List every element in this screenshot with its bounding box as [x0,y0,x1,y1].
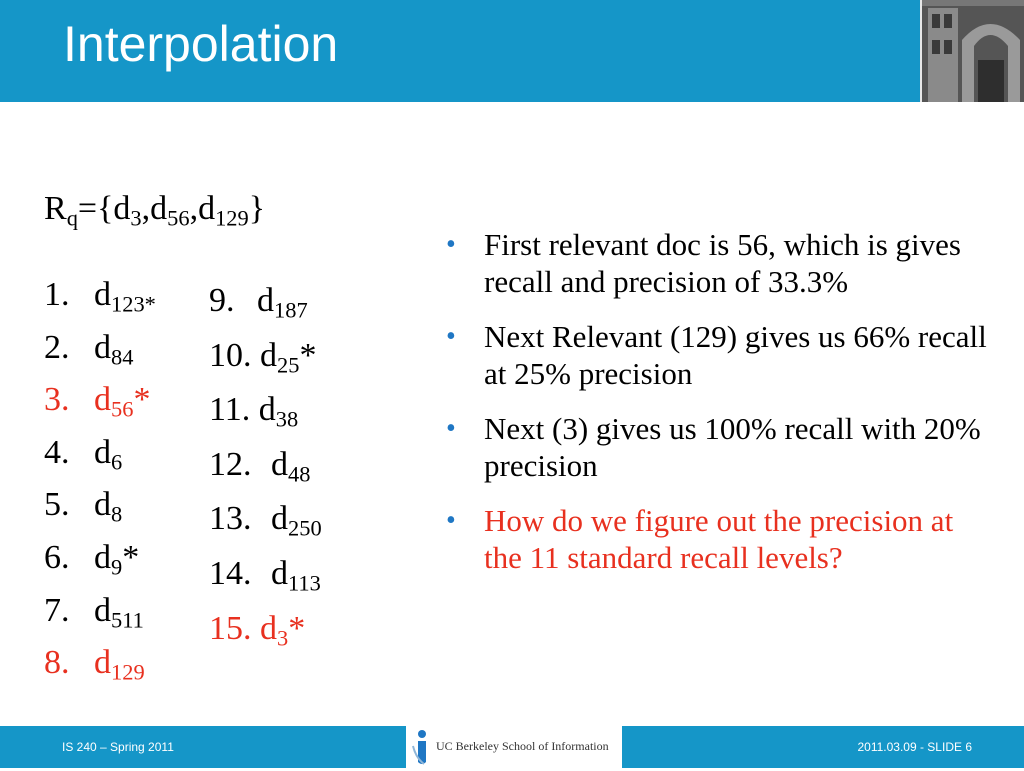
doc-base: d [94,433,111,471]
doc-id: 56 [111,396,134,422]
bullet-item [440,318,988,392]
rq-sub-3: 129 [215,205,249,231]
ranking-item [44,591,156,647]
ranking-item [209,393,322,448]
doc-id: 250 [288,515,322,541]
doc-id: 38 [275,406,299,432]
ranking-item [44,383,156,436]
doc-id: 187 [274,297,308,323]
bullet-list [440,226,988,594]
ranking-number: 9. [209,282,235,319]
slide-number: 2011.03.09 - SLIDE 6 [857,740,972,754]
doc-id: 123* [111,291,156,317]
bullet-dot-icon: • [446,321,456,352]
campus-building-photo [920,0,1024,102]
doc-base: d [94,276,111,313]
doc-id: 48 [288,461,311,487]
ranking-item [44,646,156,699]
doc-id: 25 [277,351,300,377]
doc-id: 8 [111,501,123,527]
relevance-mark: * [299,336,317,374]
ranking-number: 2. [44,328,70,366]
slide-footer [0,726,1024,768]
ranking-number: 4. [44,433,70,471]
doc-id: 511 [111,606,144,632]
bullet-text: Next Relevant (129) gives us 66% recall at 25% precision [484,319,987,391]
rq-close: } [248,190,266,227]
ranking-number: 7. [44,591,70,629]
bullet-item [440,226,988,300]
ranking-number: 6. [44,538,70,576]
ranking-number: 14. [209,554,252,592]
ranking-number: 15. [209,609,252,647]
doc-base: d [271,445,288,483]
rq-sub-2: 56 [167,205,190,231]
doc-id: 9 [111,554,123,580]
slide-header [0,0,1024,102]
course-label: IS 240 – Spring 2011 [62,740,174,754]
bullet-dot-icon: • [446,229,456,260]
doc-base: d [257,282,274,319]
ranking-item [44,433,156,489]
doc-id: 6 [111,449,123,475]
relevance-mark: * [288,609,306,647]
rq-lhs: R [44,190,67,227]
ranking-number: 1. [44,276,70,313]
ranking-item [209,609,322,667]
ranking-number: 12. [209,445,252,483]
bullet-item [440,410,988,484]
bullet-text: How do we figure out the precision at the 11 standard recall levels? [484,503,954,575]
rq-lhs-sub: q [66,205,78,231]
ranking-list-left [44,278,156,699]
ranking-item [44,278,156,331]
rq-comma-1: ,d [141,190,168,227]
rq-comma-2: ,d [189,190,216,227]
bullet-item [440,502,988,576]
ranking-item [44,488,156,541]
bullet-text: First relevant doc is 56, which is gives recall and precision of 33.3% [484,227,961,299]
slide-title: Interpolation [63,16,339,72]
bullet-dot-icon: • [446,413,456,444]
doc-base: d [260,336,277,374]
ranking-number: 5. [44,486,70,524]
berkeley-i-logo-icon [410,728,434,771]
ranking-number: 10. [209,336,252,374]
doc-base: d [94,486,111,524]
doc-base: d [271,500,288,538]
ranking-number: 3. [44,381,70,419]
ranking-item [209,445,322,503]
ranking-item [44,328,156,384]
ranking-item [209,554,322,612]
ranking-number: 13. [209,500,252,538]
ranking-item [209,502,322,557]
doc-base: d [94,538,111,576]
doc-id: 84 [111,343,134,369]
ranking-list-right [209,284,322,666]
doc-base: d [94,381,111,419]
doc-base: d [258,391,276,429]
ranking-item [209,336,322,394]
doc-base: d [271,554,288,592]
doc-id: 129 [111,659,145,685]
doc-id: 3 [277,624,289,650]
bullet-dot-icon: • [446,505,456,536]
ranking-number: 8. [44,644,70,682]
relevance-mark: * [133,381,151,419]
doc-id: 113 [288,570,321,596]
relevance-mark: * [122,538,140,576]
logo-text: UC Berkeley School of Information [436,739,609,753]
doc-base: d [94,328,111,366]
ranking-item [209,284,322,339]
ranking-number: 11. [209,391,251,429]
doc-base: d [94,591,111,629]
doc-base: d [260,609,277,647]
rq-eq: ={d [77,190,131,227]
ranking-item [44,538,156,594]
rq-sub-1: 3 [130,205,142,231]
doc-base: d [94,644,111,682]
relevant-set [44,190,266,231]
bullet-text: Next (3) gives us 100% recall with 20% precision [484,411,981,483]
berkeley-logo [406,726,622,768]
